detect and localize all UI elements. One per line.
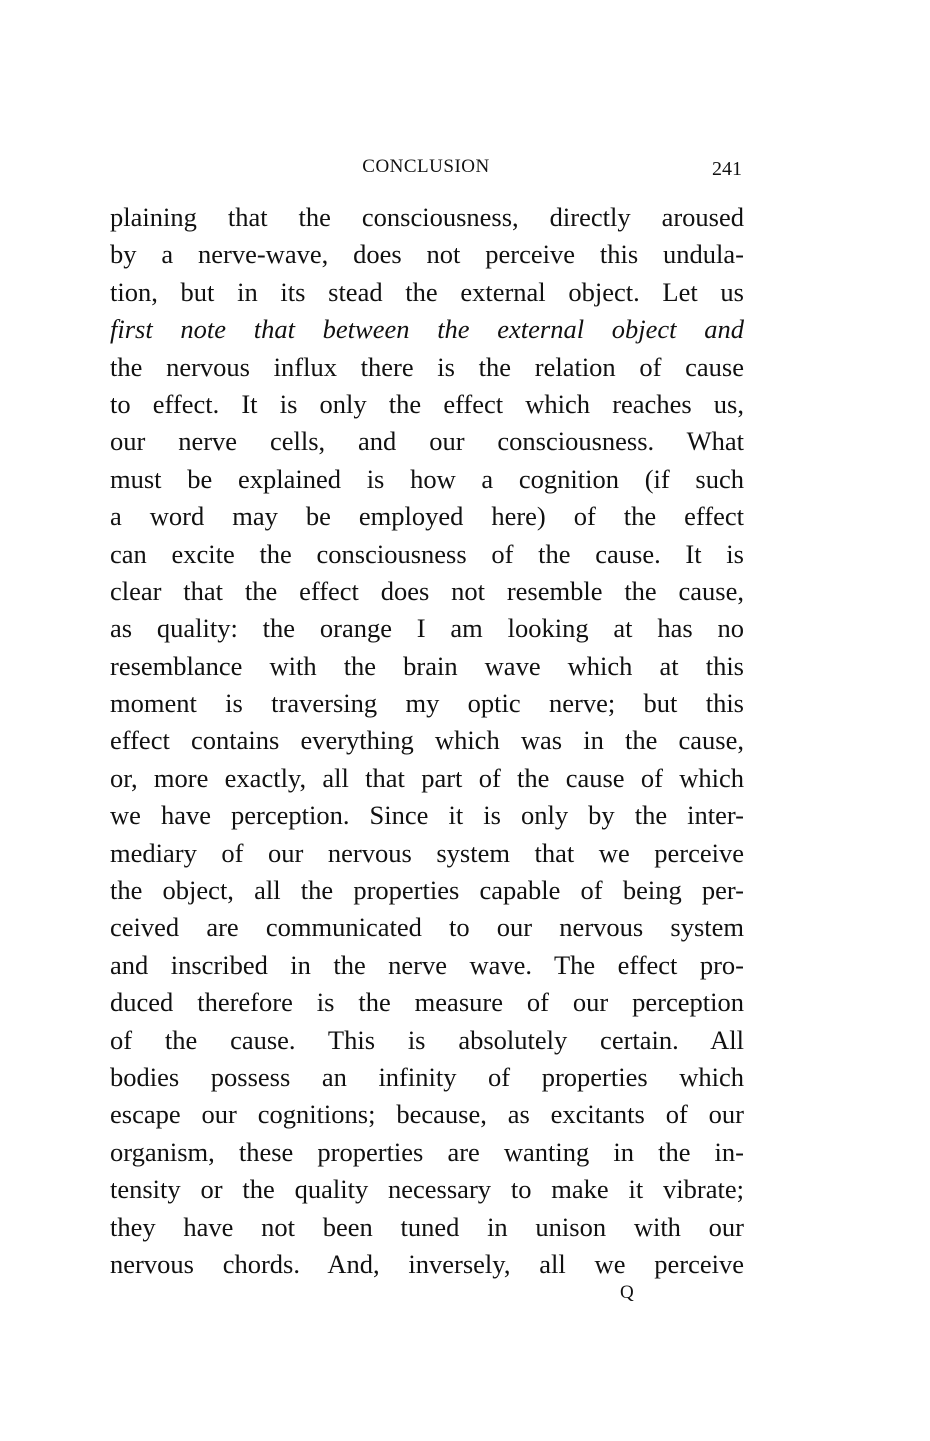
- text-line: we have perception. Since it is only by the inter-: [110, 800, 744, 831]
- chapter-title: CONCLUSION: [362, 156, 490, 177]
- text-line: and inscribed in the nerve wave. The effect pro-: [110, 949, 744, 980]
- text-line: by a nerve-wave, does not perceive this undula-: [110, 239, 744, 270]
- text-line: mediary of our nervous system that we perceive: [110, 837, 744, 868]
- text-line: resemblance with the brain wave which at this: [110, 650, 744, 681]
- text-line: or, more exactly, all that part of the cause of which: [110, 762, 744, 793]
- text-line: can excite the consciousness of the cause. It is: [110, 538, 744, 569]
- text-line: effect contains everything which was in the cause,: [110, 725, 744, 756]
- text-line: plaining that the consciousness, directly aroused: [110, 202, 744, 232]
- page-number: 241: [712, 158, 742, 180]
- text-line: as quality: the orange I am looking at has no: [110, 613, 744, 644]
- text-line: the nervous influx there is the relation of cause: [110, 351, 744, 382]
- text-line: tion, but in its stead the external object. Let us: [110, 276, 744, 307]
- text-line: escape our cognitions; because, as excitants of our: [110, 1099, 744, 1130]
- text-line: a word may be employed here) of the effect: [110, 501, 744, 532]
- text-line: tensity or the quality necessary to make it vibrate;: [110, 1174, 744, 1205]
- text-line: bodies possess an infinity of properties which: [110, 1061, 744, 1092]
- text-line: our nerve cells, and our consciousness. What: [110, 426, 744, 457]
- text-line: must be explained is how a cognition (if such: [110, 463, 744, 494]
- text-line: the object, all the properties capable of being per-: [110, 875, 744, 906]
- text-line: ceived are communicated to our nervous system: [110, 912, 744, 943]
- text-line: to effect. It is only the effect which reaches us,: [110, 388, 744, 419]
- text-line: clear that the effect does not resemble the cause,: [110, 575, 744, 606]
- text-line: of the cause. This is absolutely certain. All: [110, 1024, 744, 1055]
- signature-mark: Q: [620, 1282, 634, 1303]
- text-line: nervous chords. And, inversely, all we perceive: [110, 1248, 744, 1279]
- text-line: organism, these properties are wanting in the in-: [110, 1136, 744, 1167]
- body-text: [110, 199, 744, 1283]
- text-line: moment is traversing my optic nerve; but this: [110, 688, 744, 719]
- running-head: [108, 154, 744, 184]
- text-line: they have not been tuned in unison with our: [110, 1211, 744, 1242]
- text-line: duced therefore is the measure of our perception: [110, 987, 744, 1018]
- text-line-italic: first note that between the external object and: [110, 314, 744, 345]
